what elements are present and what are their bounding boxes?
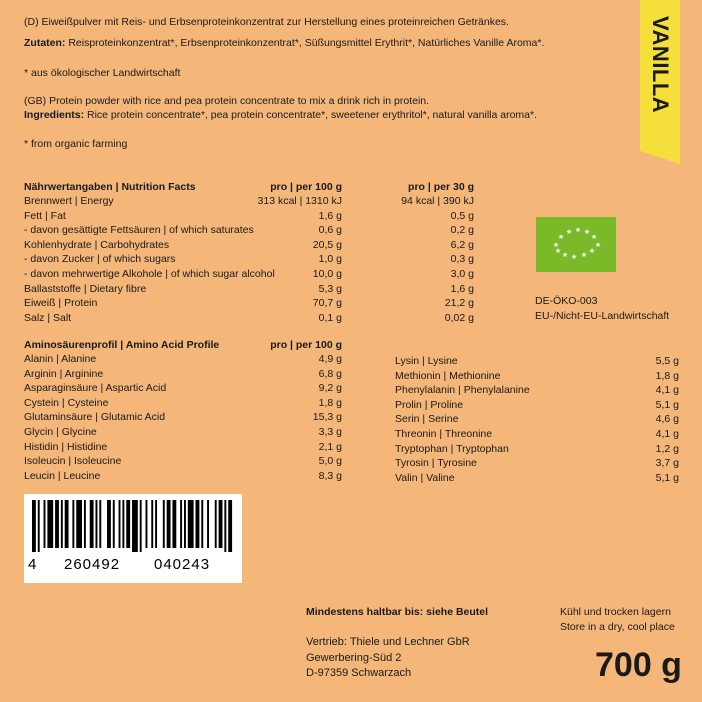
nutrition-value-100g: 70,7 g bbox=[312, 297, 342, 310]
nutrition-value-30g: 0,5 g bbox=[450, 209, 474, 222]
amino-value: 1,2 g bbox=[655, 442, 679, 455]
barcode-bar bbox=[172, 500, 176, 548]
table-row bbox=[24, 239, 342, 252]
amino-value: 3,3 g bbox=[318, 426, 342, 438]
storage-de: Kühl und trocken lagern bbox=[560, 606, 671, 618]
table-row bbox=[395, 370, 679, 383]
organic-code: DE-ÖKO-003 bbox=[535, 295, 598, 307]
barcode-bar bbox=[76, 500, 82, 548]
barcode bbox=[24, 494, 242, 583]
table-row bbox=[24, 397, 342, 410]
star-icon: ★ bbox=[570, 254, 578, 261]
barcode-bar bbox=[228, 500, 232, 552]
star-icon: ★ bbox=[580, 252, 588, 259]
table-row bbox=[24, 382, 342, 395]
barcode-bar bbox=[224, 500, 226, 552]
amino-value: 5,5 g bbox=[655, 355, 679, 367]
star-icon: ★ bbox=[574, 227, 582, 234]
intro-de-note: * aus ökologischer Landwirtschaft bbox=[24, 67, 181, 79]
table-row bbox=[395, 457, 679, 470]
barcode-left-group: 260492 bbox=[64, 556, 121, 573]
barcode-bar bbox=[72, 500, 74, 548]
amino-label: Arginin | Arginine bbox=[24, 367, 104, 380]
barcode-bar bbox=[90, 500, 94, 548]
table-row bbox=[24, 224, 342, 237]
barcode-bar bbox=[146, 500, 148, 548]
nutrition-label: - davon gesättigte Fettsäuren | of which saturates bbox=[24, 224, 254, 237]
amino-value: 1,8 g bbox=[655, 369, 679, 382]
star-icon: ★ bbox=[588, 248, 596, 255]
barcode-bar bbox=[151, 500, 153, 548]
amino-header: Aminosäurenprofil | Amino Acid Profile bbox=[24, 339, 220, 351]
barcode-bar bbox=[184, 500, 186, 548]
zutaten-label: Zutaten: bbox=[24, 37, 66, 49]
star-icon: ★ bbox=[594, 242, 602, 249]
barcode-bar bbox=[126, 500, 130, 548]
amino-label: Histidin | Histidine bbox=[24, 440, 108, 453]
amino-label: Leucin | Leucine bbox=[24, 469, 101, 482]
nutrition-value-30g: 21,2 g bbox=[444, 297, 474, 310]
table-row bbox=[24, 268, 342, 281]
intro-zutaten bbox=[24, 37, 544, 49]
eu-leaf-stars-icon bbox=[536, 217, 616, 272]
barcode-bar bbox=[167, 500, 171, 548]
amino-value: 4,9 g bbox=[318, 353, 342, 365]
barcode-bar bbox=[215, 500, 217, 548]
barcode-bar bbox=[207, 500, 209, 548]
table-row bbox=[24, 283, 342, 296]
amino-value: 1,8 g bbox=[318, 396, 342, 409]
nutrition-label: - davon mehrwertige Alkohole | of which sugar alcohol bbox=[24, 268, 275, 280]
amino-label: Prolin | Proline bbox=[395, 398, 464, 411]
net-weight: 700 g bbox=[595, 646, 682, 684]
amino-value: 6,8 g bbox=[318, 367, 342, 380]
flavor-label: VANILLA bbox=[648, 16, 673, 114]
amino-value: 4,6 g bbox=[655, 413, 679, 426]
address-street: Gewerbering-Süd 2 bbox=[306, 652, 402, 664]
nutrition-header: Nährwertangaben | Nutrition Facts bbox=[24, 181, 196, 193]
barcode-bar bbox=[155, 500, 157, 548]
amino-label: Valin | Valine bbox=[395, 471, 455, 484]
amino-label: Methionin | Methionine bbox=[395, 369, 501, 382]
intro-gb-note: * from organic farming bbox=[24, 138, 128, 150]
table-row bbox=[24, 470, 342, 483]
barcode-bar bbox=[119, 500, 121, 548]
amino-label: Threonin | Threonine bbox=[395, 428, 493, 440]
amino-label: Tryptophan | Tryptophan bbox=[395, 442, 509, 455]
star-icon: ★ bbox=[552, 242, 560, 249]
barcode-bar bbox=[163, 500, 165, 548]
star-icon: ★ bbox=[583, 229, 591, 236]
nutrition-value-30g: 6,2 g bbox=[450, 238, 474, 251]
barcode-bar bbox=[84, 500, 86, 548]
address-city: D-97359 Schwarzach bbox=[306, 667, 412, 679]
table-row bbox=[24, 195, 342, 208]
table-row bbox=[24, 253, 342, 266]
star-icon: ★ bbox=[590, 234, 598, 241]
nutrition-value-30g: 3,0 g bbox=[450, 268, 474, 280]
barcode-bar bbox=[201, 500, 203, 548]
nutrition-value-100g: 10,0 g bbox=[312, 268, 342, 280]
amino-value: 9,2 g bbox=[318, 382, 342, 395]
amino-label: Asparaginsäure | Aspartic Acid bbox=[24, 382, 167, 395]
amino-label: Isoleucin | Isoleucine bbox=[24, 455, 122, 468]
intro-de-line: (D) Eiweißpulver mit Reis- und Erbsenproteinkonzentrat zur Herstellung eines proteinreichen Getränkes. bbox=[24, 16, 509, 28]
barcode-bar bbox=[107, 500, 111, 548]
table-row bbox=[395, 399, 679, 412]
nutrition-value-100g: 313 kcal | 1310 kJ bbox=[257, 195, 342, 207]
star-icon: ★ bbox=[557, 234, 565, 241]
amino-value: 3,7 g bbox=[655, 457, 679, 470]
nutrition-value-30g: 94 kcal | 390 kJ bbox=[401, 195, 474, 207]
barcode-bar bbox=[38, 500, 40, 552]
nutrition-value-100g: 5,3 g bbox=[318, 282, 342, 295]
star-icon: ★ bbox=[554, 248, 562, 255]
nutrition-label: Salz | Salt bbox=[24, 311, 72, 324]
barcode-bar bbox=[47, 500, 53, 548]
nutrition-value-30g: 0,02 g bbox=[444, 311, 474, 324]
nutrition-value-100g: 20,5 g bbox=[312, 238, 342, 251]
barcode-bar bbox=[132, 500, 138, 552]
table-row bbox=[24, 441, 342, 454]
barcode-bar bbox=[99, 500, 101, 548]
table-row bbox=[395, 443, 679, 456]
amino-value: 5,0 g bbox=[318, 455, 342, 468]
barcode-bar bbox=[219, 500, 223, 548]
nutrition-value-30g: 0,2 g bbox=[450, 224, 474, 237]
amino-label: Glutaminsäure | Glutamic Acid bbox=[24, 411, 166, 424]
ingredients-label: Ingredients: bbox=[24, 109, 85, 121]
amino-label: Serin | Serine bbox=[395, 413, 459, 426]
organic-origin: EU-/Nicht-EU-Landwirtschaft bbox=[535, 310, 670, 322]
amino-value: 2,1 g bbox=[318, 440, 342, 453]
barcode-bar bbox=[65, 500, 69, 548]
amino-value: 4,1 g bbox=[655, 384, 679, 397]
nutrition-col1-header: pro | per 100 g bbox=[270, 181, 342, 193]
nutrition-value-100g: 1,0 g bbox=[318, 253, 342, 266]
amino-value: 5,1 g bbox=[655, 398, 679, 411]
amino-label: Lysin | Lysine bbox=[395, 355, 458, 367]
amino-col-header: pro | per 100 g bbox=[270, 339, 342, 351]
amino-value: 15,3 g bbox=[312, 411, 342, 424]
best-before: Mindestens haltbar bis: siehe Beutel bbox=[306, 606, 489, 618]
barcode-bars bbox=[32, 500, 234, 552]
amino-label: Glycin | Glycine bbox=[24, 426, 97, 438]
barcode-bar bbox=[122, 500, 124, 548]
table-row bbox=[395, 472, 679, 485]
amino-label: Alanin | Alanine bbox=[24, 353, 97, 365]
barcode-bar bbox=[140, 500, 142, 552]
nutrition-label: - davon Zucker | of which sugars bbox=[24, 253, 176, 266]
intro-gb-line: (GB) Protein powder with rice and pea protein concentrate to mix a drink rich in protein. bbox=[24, 95, 430, 107]
amino-value: 5,1 g bbox=[655, 471, 679, 484]
table-row bbox=[24, 411, 342, 424]
amino-label: Tyrosin | Tyrosine bbox=[395, 457, 477, 470]
barcode-bar bbox=[180, 500, 182, 548]
table-row bbox=[395, 355, 679, 368]
eu-organic-logo bbox=[536, 217, 616, 272]
table-row bbox=[24, 353, 342, 366]
barcode-bar bbox=[95, 500, 97, 548]
amino-label: Phenylalanin | Phenylalanine bbox=[395, 384, 530, 397]
barcode-bar bbox=[188, 500, 194, 548]
nutrition-value-100g: 1,6 g bbox=[318, 209, 342, 222]
barcode-bar bbox=[55, 500, 59, 548]
nutrition-label: Brennwert | Energy bbox=[24, 195, 114, 207]
nutrition-label: Fett | Fat bbox=[24, 209, 66, 222]
star-icon: ★ bbox=[561, 252, 569, 259]
table-row bbox=[24, 312, 342, 325]
table-row bbox=[24, 455, 342, 468]
table-row bbox=[395, 384, 679, 397]
amino-label: Cystein | Cysteine bbox=[24, 396, 109, 409]
nutrition-label: Ballaststoffe | Dietary fibre bbox=[24, 282, 147, 295]
intro-ingredients bbox=[24, 109, 537, 121]
table-row bbox=[24, 297, 342, 310]
barcode-first-digit: 4 bbox=[28, 556, 38, 573]
barcode-bar bbox=[196, 500, 200, 548]
amino-value: 4,1 g bbox=[655, 428, 679, 440]
barcode-bar bbox=[32, 500, 36, 552]
nutrition-value-30g: 0,3 g bbox=[450, 253, 474, 266]
barcode-bar bbox=[61, 500, 63, 548]
table-row bbox=[24, 426, 342, 439]
nutrition-value-30g: 1,6 g bbox=[450, 282, 474, 295]
nutrition-label: Kohlenhydrate | Carbohydrates bbox=[24, 238, 170, 251]
table-row bbox=[24, 210, 342, 223]
nutrition-value-100g: 0,1 g bbox=[318, 311, 342, 324]
storage-en: Store in a dry, cool place bbox=[560, 621, 675, 633]
distributor: Vertrieb: Thiele und Lechner GbR bbox=[306, 636, 470, 648]
zutaten-text: Reisproteinkonzentrat*, Erbsenproteinkonzentrat*, Süßungsmittel Erythrit*, Natürliches Vanille Aroma*. bbox=[65, 37, 545, 49]
barcode-bar bbox=[113, 500, 115, 548]
nutrition-col2-header: pro | per 30 g bbox=[408, 181, 474, 193]
table-row bbox=[395, 428, 679, 441]
table-row bbox=[24, 368, 342, 381]
table-row bbox=[395, 413, 679, 426]
amino-value: 8,3 g bbox=[318, 469, 342, 482]
nutrition-value-100g: 0,6 g bbox=[318, 224, 342, 237]
barcode-bar bbox=[44, 500, 46, 548]
barcode-right-group: 040243 bbox=[154, 556, 211, 573]
nutrition-label: Eiweiß | Protein bbox=[24, 297, 98, 310]
ingredients-text: Rice protein concentrate*, pea protein concentrate*, sweetener erythritol*, natural vanilla aroma*. bbox=[84, 109, 538, 121]
star-icon: ★ bbox=[565, 229, 573, 236]
